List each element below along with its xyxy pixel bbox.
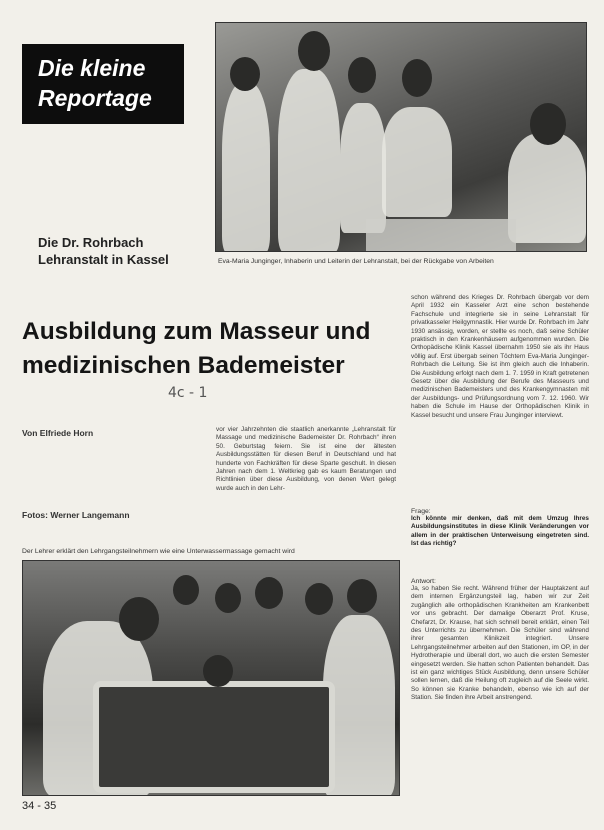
article-title [22, 315, 370, 383]
top-photo-caption: Eva-Maria Junginger, Inhaberin und Leiterin der Lehranstalt, bei der Rückgabe von Arbeiten [218, 258, 494, 265]
question-text: Ich könnte mir denken, daß mit dem Umzug Ihres Ausbildungsinstitutes in diese Klinik Veränderungen vor allem in der praktischen Unterweisung eingetreten sind. Ist das richtig? [411, 515, 589, 548]
photo-underwater-massage [22, 560, 400, 796]
kicker-line-1: Die kleine [38, 55, 146, 81]
answer-text: Ja, so haben Sie recht. Während früher der Hauptakzent auf dem internen Ergänzungsteil lag, haben wir zur Zeit zugänglich alle orthopädischen Krankheiten am Krankenbett vor uns gebracht. Der damalige Oberarzt Prof. Kruse, Chefarzt, Dr. Krause, hat sich schnell bereit erklärt, einen Teil des Unterrichts zu übernehmen. Die Schüler sind während ihrer gesamten Klinikzeit integriert. Unsere Lehrgangsteilnehmer arbeiten auf den Stationen, im OP, in der Hydrotherapie und überall dort, wo auch die ersten Semester eingesetzt werden. Sie hatten schon Patienten behandelt. Das ist ein ganz wichtiges Stück Ausbildung, denn unsere Schüler sollen lernen, daß die Heilung oft zugleich auf die Seele wirkt. So können sie Kranke behandeln, ebenso wie ich auf der Station. Sie finden ihre Arbeit anstrengend. [411, 585, 589, 702]
subhead [38, 234, 169, 268]
title-line-2: medizinischen Bademeister [22, 352, 345, 379]
byline-author: Von Elfriede Horn [22, 428, 94, 438]
kicker-line-2: Reportage [38, 85, 152, 111]
bottom-photo-caption: Der Lehrer erklärt den Lehrgangsteilnehmern wie eine Unterwassermassage gemacht wird [22, 548, 295, 555]
question-block [411, 508, 589, 578]
right-text-column-top [411, 294, 589, 500]
photo-teacher-returning-papers [215, 22, 587, 252]
title-line-1: Ausbildung zum Masseur und [22, 318, 371, 345]
subhead-line-1: Die Dr. Rohrbach [38, 235, 144, 250]
handwritten-note: 4c - 1 [168, 385, 208, 401]
answer-label: Antwort: [411, 578, 436, 585]
page-number: 34 - 35 [22, 800, 57, 812]
byline-photographer: Fotos: Werner Langemann [22, 510, 130, 520]
question-label: Frage: [411, 508, 431, 515]
middle-column-paragraph: vor vier Jahrzehnten die staatlich anerkannte „Lehranstalt für Massage und medizinische Bademeister Dr. Rohrbach“ ihren 50. Geburtstag feiern. Sie ist eine der ältesten Ausbildungsstätten für diesen Beruf in Deutschland und hat hunderte von Fachkräften für diese Sparte geschult. In diesen Jahren nach dem 1. Weltkrieg gab es kaum Beratungen und Richtlinien über diese Ausbildung, von denen Wert gelegt wurde auch in den Lehr- [216, 426, 396, 492]
middle-text-column [216, 426, 396, 536]
answer-block [411, 578, 589, 798]
subhead-line-2: Lehranstalt in Kassel [38, 252, 169, 267]
kicker-box [22, 44, 184, 124]
right-column-paragraph: schon während des Krieges Dr. Rohrbach übergab vor dem April 1932 ein Kasseler Arzt eine schon bestehende Fachschule und integrierte sie in seine Lehranstalt für privatkasseler Heilgymnastik. Hier wurde Dr. Rohrbach im Jahr 1930 ansässig, worden, er stellte es noch, daß seine Schüler praktisch in den Krankenhäusern aufgenommen wurden. Die Orthopädische Klinik Kassel übernahm 1950 sie als ihr Haus völlig auf. Erst übergab seinen Töchtern Eva-Maria Junginger-Rohrbach die Leitung. Sie ist ihm gleich auch die Inhaberin. Die Ausbildung erfolgt nach dem 1. 7. 1959 in Kraft getretenen Gesetz über die Ausbildung der Berufe des Masseurs und medizinischen Bademeisters und des Krankengymnasten mit der Ausbildungs- und Prüfungsordnung vom 7. 12. 1960. Wir haben die Schule im Hause der Orthopädischen Klinik in Kassel besucht und unsere Frau Junginger interviewt. [411, 294, 589, 419]
